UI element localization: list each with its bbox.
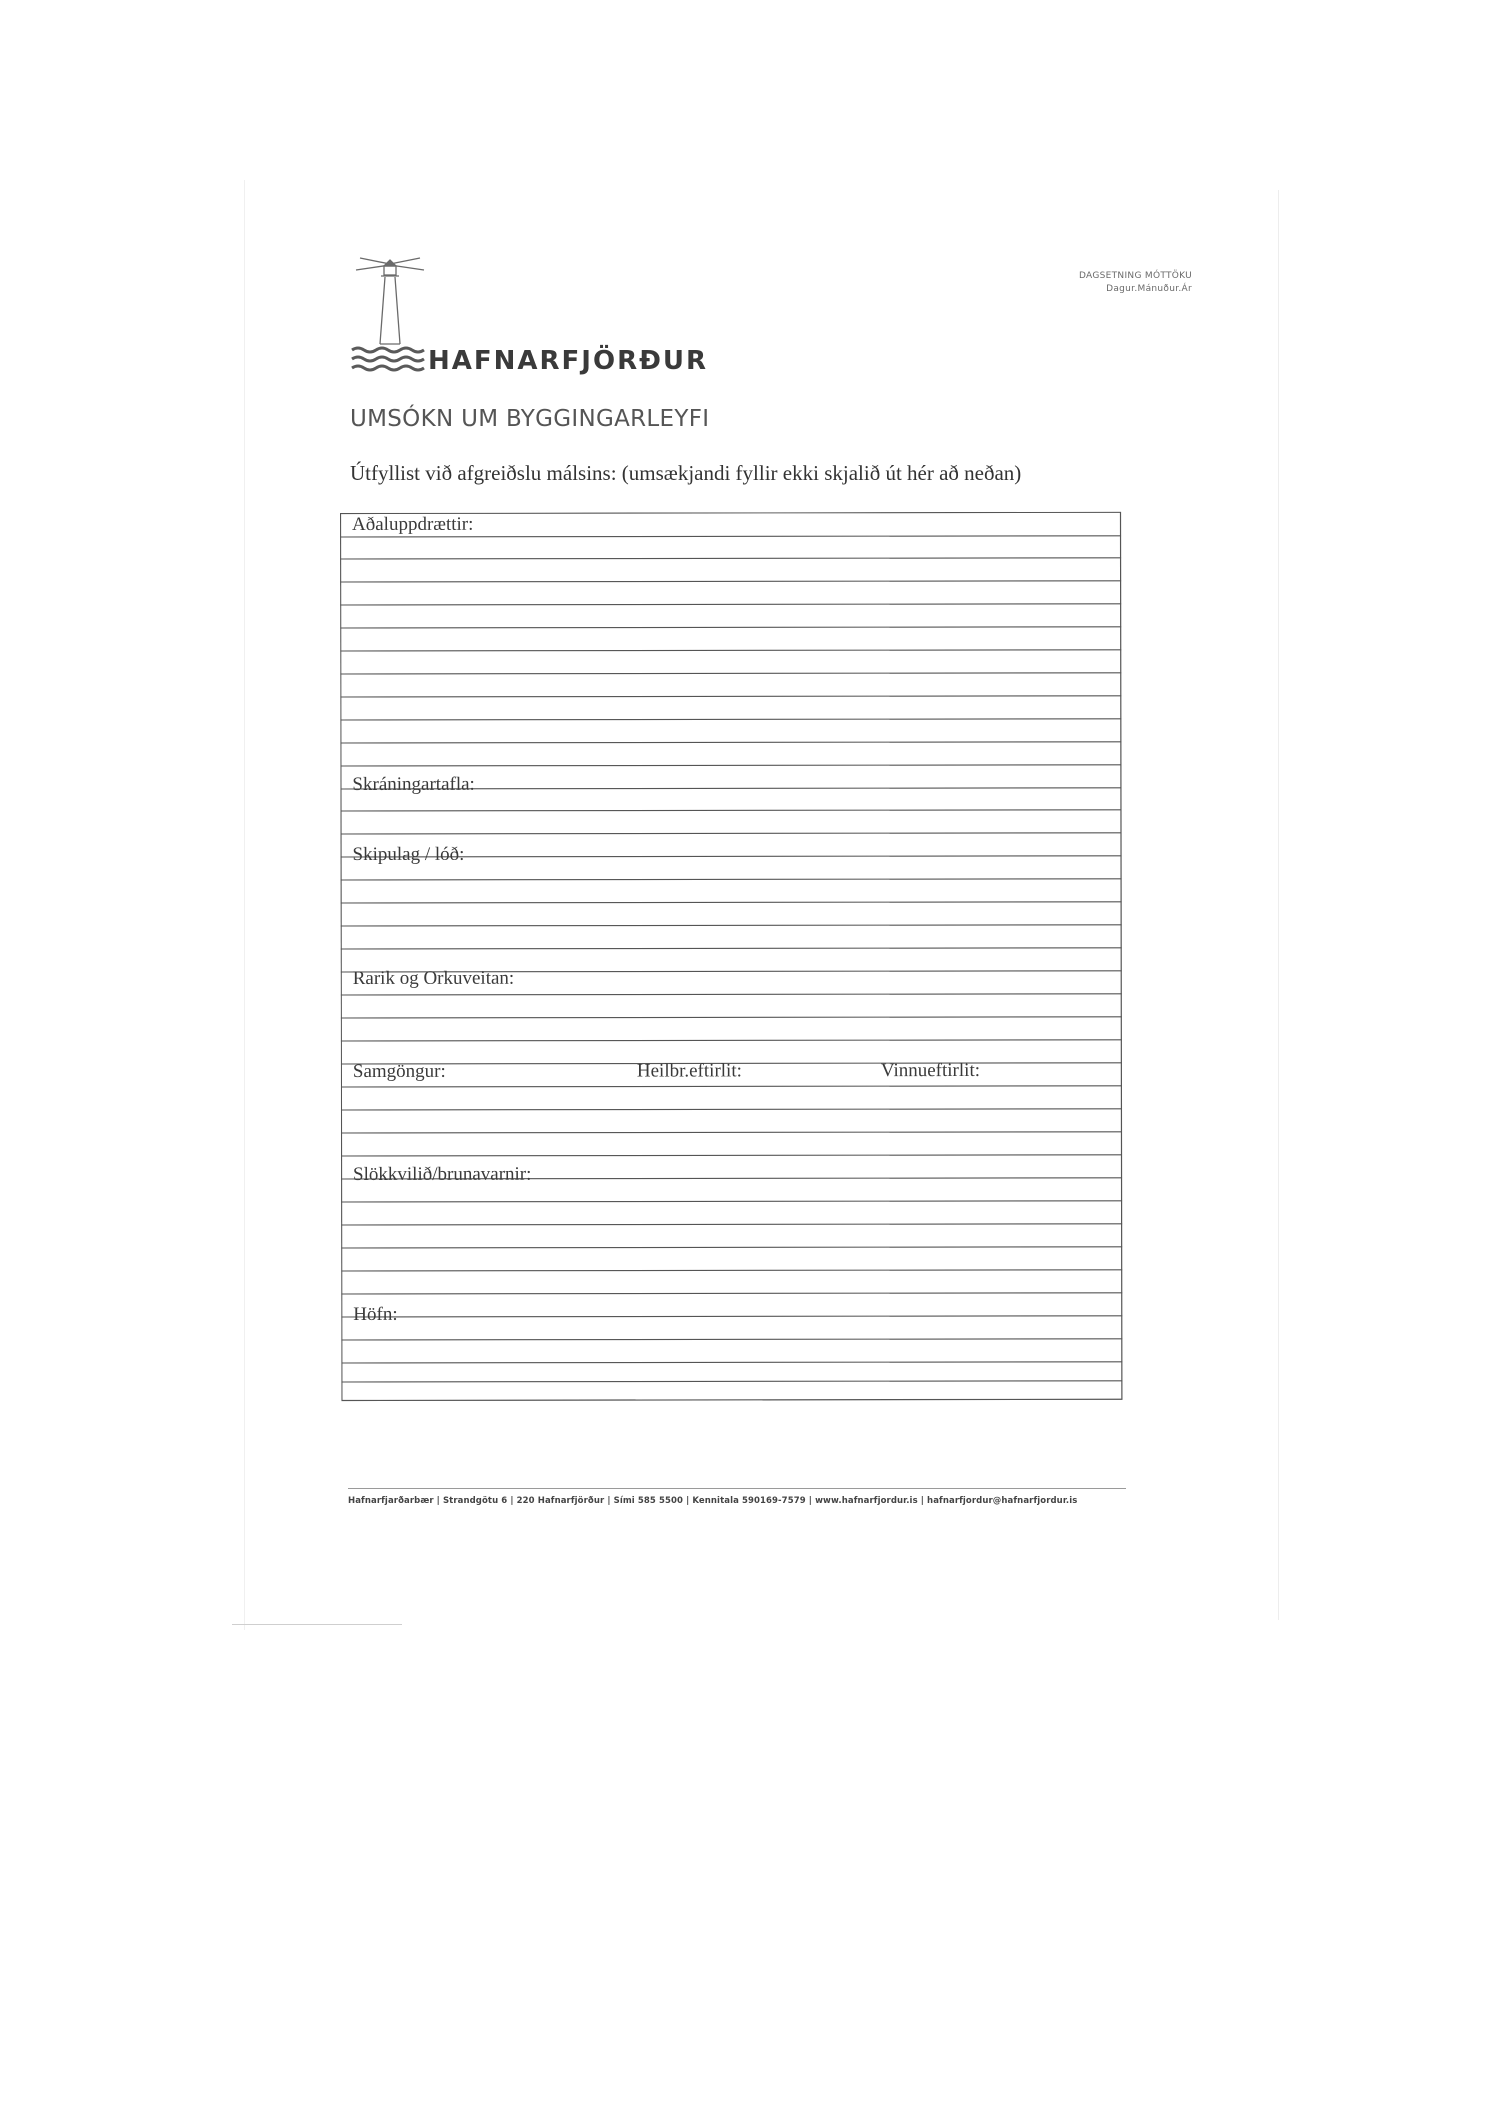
label-skraningartafla: Skráningartafla: bbox=[352, 773, 475, 795]
receipt-label: DAGSETNING MÓTTÖKU bbox=[1078, 271, 1192, 281]
form-grid bbox=[340, 512, 1123, 1402]
label-adaluppdraettir: Aðaluppdrættir: bbox=[352, 513, 474, 535]
receipt-date-box bbox=[1079, 270, 1192, 296]
lighthouse-logo-icon bbox=[350, 256, 430, 374]
label-slokkvilid: Slökkvilið/brunavarnir: bbox=[353, 1163, 532, 1185]
label-vinnueftirlit: Vinnueftirlit: bbox=[880, 1059, 981, 1082]
label-hofn: Höfn: bbox=[353, 1303, 398, 1325]
receipt-format: Dagur.Mánuður.Ár bbox=[1106, 284, 1192, 294]
application-form bbox=[340, 512, 1123, 1402]
scan-edge-left bbox=[244, 180, 245, 1630]
label-skipulag: Skipulag / lóð: bbox=[352, 843, 465, 865]
scan-edge-bottom bbox=[232, 1624, 402, 1625]
brand-name: HAFNARFJÖRÐUR bbox=[428, 346, 709, 376]
label-heilbr-eftirlit: Heilbr.eftirlit: bbox=[636, 1060, 742, 1082]
scan-edge-right bbox=[1278, 190, 1279, 1620]
document-title: UMSÓKN UM BYGGINGARLEYFI bbox=[350, 406, 710, 432]
instruction-text: Útfyllist við afgreiðslu málsins: (umsækjandi fyllir ekki skjalið út hér að neðan) bbox=[350, 461, 1022, 485]
footer-rule bbox=[348, 1488, 1126, 1489]
label-samgongur: Samgöngur: bbox=[352, 1060, 446, 1082]
label-rarik: Rarik og Orkuveitan: bbox=[352, 967, 515, 989]
footer-contact: Hafnarfjarðarbær | Strandgötu 6 | 220 Hafnarfjörður | Sími 585 5500 | Kennitala 590169-7579 | www.hafnarfjordur.is | hafnarfjordur@hafnarfjordur.is bbox=[348, 1496, 1078, 1506]
